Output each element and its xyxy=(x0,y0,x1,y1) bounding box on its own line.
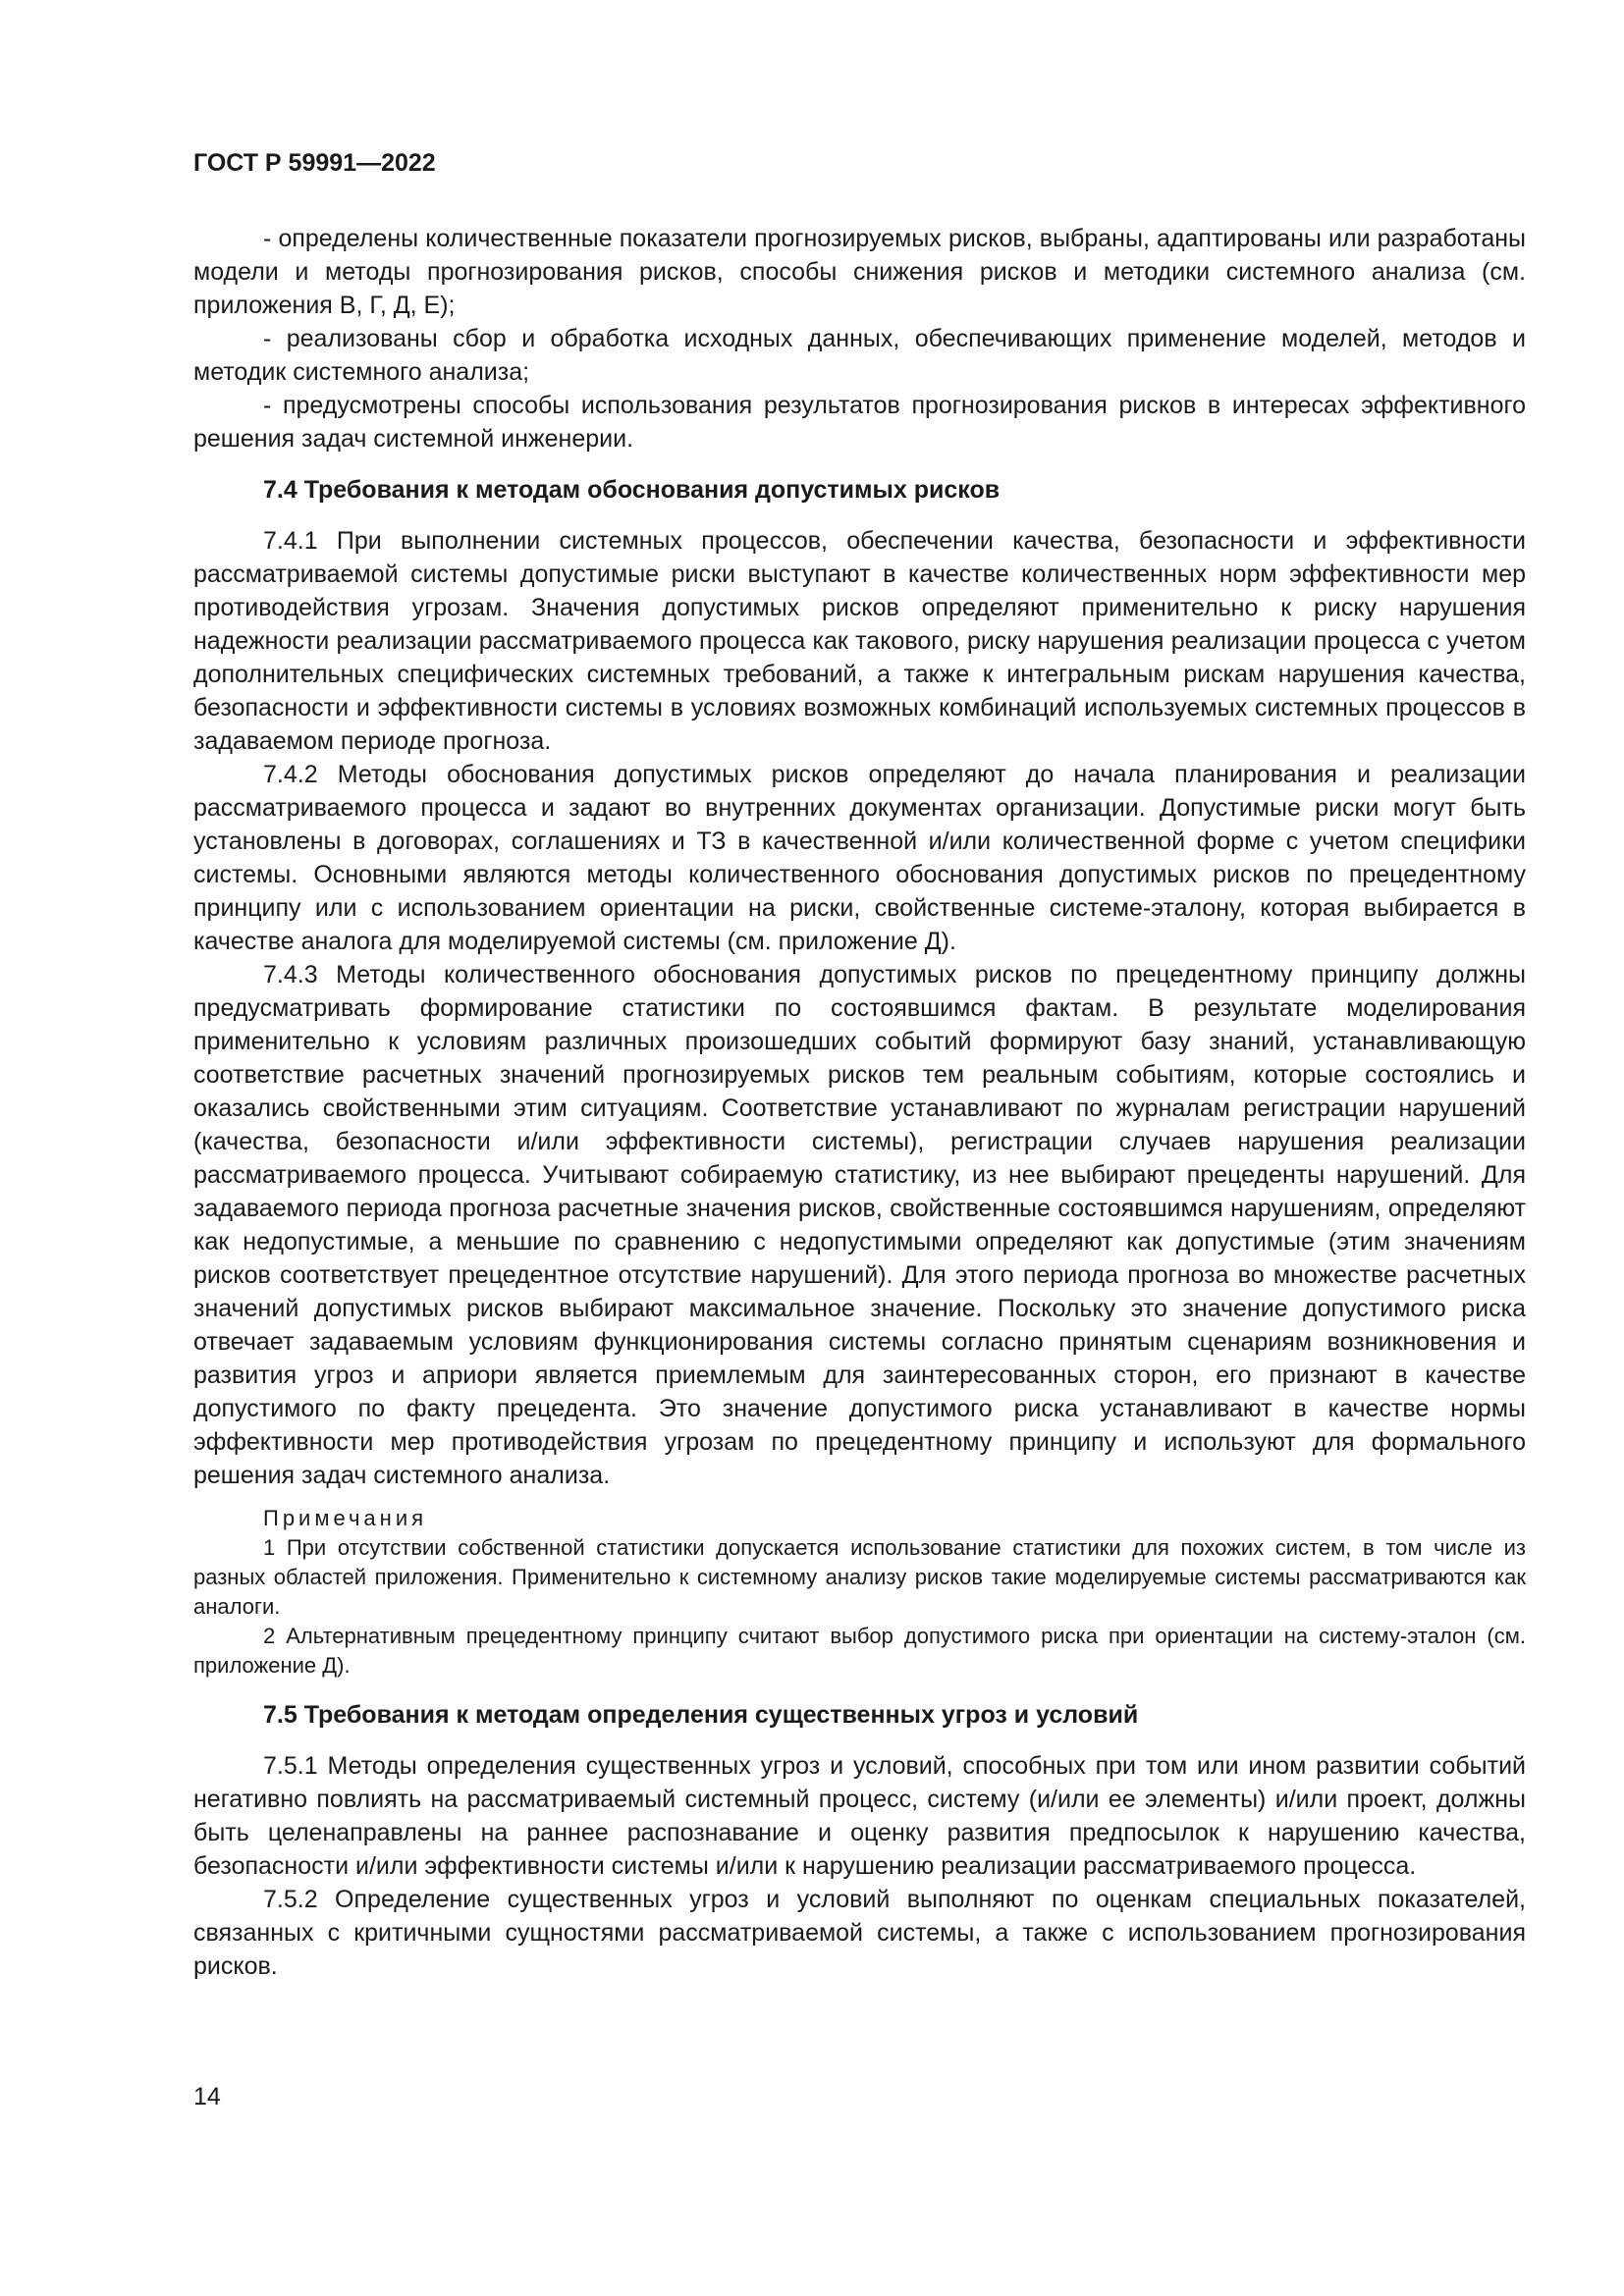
note-item: 1 При отсутствии собственной статистики допускается использование статистики для похожих систем, в том числе из разных областей приложения. Применительно к системному анализу рисков такие моделируемые системы рассматриваются как аналоги. xyxy=(193,1535,1526,1619)
page-number: 14 xyxy=(193,2083,221,2110)
paragraph-7-4-2: 7.4.2 Методы обоснования допустимых рисков определяют до начала планирования и реализации рассматриваемого процесса и задают во внутренних документах организации. Допустимые риски могут быть установлены в договорах, соглашениях и ТЗ в качественной и/или количественной форме с учетом специфики системы. Основными являются методы количественного обоснования допустимых рисков по прецедентному принципу или с использованием ориентации на риски, свойственные системе-эталону, которая выбирается в качестве аналога для моделируемой системы (см. приложение Д). xyxy=(193,761,1526,955)
paragraph-7-5-1: 7.5.1 Методы определения существенных угроз и условий, способных при том или ином развитии событий негативно повлиять на рассматриваемый системный процесс, систему (и/или ее элементы) и/или проект, должны быть целенаправлены на раннее распознавание и оценку развития предпосылок к нарушению качества, безопасности и/или эффективности системы и/или к нарушению реализации рассматриваемого процесса. xyxy=(193,1752,1526,1880)
paragraph-7-4-3: 7.4.3 Методы количественного обоснования допустимых рисков по прецедентному принципу должны предусматривать формирование статистики по состоявшимся фактам. В результате моделирования применительно к условиям различных произошедших событий формируют базу знаний, устанавливающую соответствие расчетных значений прогнозируемых рисков тем реальным событиям, которые состоялись и оказались свойственными этим ситуациям. Соответствие устанавливают по журналам регистрации нарушений (качества, безопасности и/или эффективности системы), регистрации случаев нарушения реализации рассматриваемого процесса. Учитывают собираемую статистику, из нее выбирают прецеденты нарушений. Для задаваемого периода прогноза расчетные значения рисков, свойственные состоявшимся нарушениям, определяют как недопустимые, а меньшие по сравнению с недопустимыми определяют как допустимые (этим значениям рисков соответствует прецедентное отсутствие нарушений). Для этого периода прогноза во множестве расчетных значений допустимых рисков выбирают максимальное значение. Поскольку это значение допустимого риска отвечает задаваемым условиям функционирования системы согласно принятым сценариям возникновения и развития угроз и априори является приемлемым для заинтересованных сторон, его признают в качестве допустимого по факту прецедента. Это значение допустимого риска устанавливают в качестве нормы эффективности мер противодействия угрозам по прецедентному принципу и используют для формального решения задач системного анализа. xyxy=(193,961,1526,1489)
notes-title: Примечания xyxy=(263,1506,428,1530)
paragraph-7-5-2: 7.5.2 Определение существенных угроз и условий выполняют по оценкам специальных показателей, связанных с критичными сущностями рассматриваемой системы, а также с использованием прогнозирования рисков. xyxy=(193,1886,1526,1980)
paragraph-7-4-1: 7.4.1 При выполнении системных процессов, обеспечении качества, безопасности и эффективности рассматриваемой системы допустимые риски выступают в качестве количественных норм эффективности мер противодействия угрозам. Значения допустимых рисков определяют применительно к риску нарушения надежности реализации рассматриваемого процесса как такового, риску нарушения реализации процесса с учетом дополнительных специфических системных требований, а также к интегральным рискам нарушения качества, безопасности и эффективности системы в условиях возможных комбинаций используемых системных процессов в задаваемом периоде прогноза. xyxy=(193,527,1526,755)
document-page xyxy=(193,147,1526,1983)
document-code-header: ГОСТ Р 59991—2022 xyxy=(193,149,436,177)
intro-item: - определены количественные показатели прогнозируемых рисков, выбраны, адаптированы или разработаны модели и методы прогнозирования рисков, способы снижения рисков и методики системного анализа (см. приложения В, Г, Д, Е); xyxy=(193,225,1526,319)
section-7-5-heading: 7.5 Требования к методам определения существенных угроз и условий xyxy=(263,1701,1139,1729)
note-item: 2 Альтернативным прецедентному принципу считают выбор допустимого риска при ориентации на систему-эталон (см. приложение Д). xyxy=(193,1624,1526,1678)
intro-item: - предусмотрены способы использования результатов прогнозирования рисков в интересах эффективного решения задач системной инженерии. xyxy=(193,392,1526,453)
section-7-4-heading: 7.4 Требования к методам обоснования допустимых рисков xyxy=(263,476,1001,504)
intro-item: - реализованы сбор и обработка исходных данных, обеспечивающих применение моделей, методов и методик системного анализа; xyxy=(193,325,1526,386)
